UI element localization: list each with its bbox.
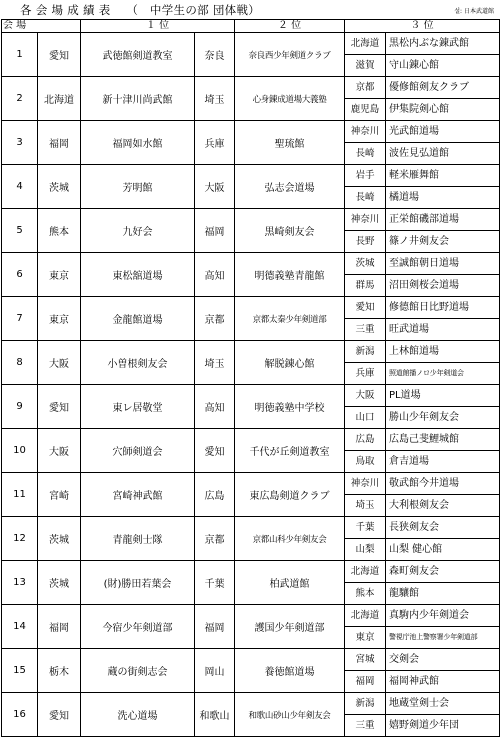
third-prefecture: 岩手 bbox=[345, 165, 386, 186]
venue-number: 7 bbox=[2, 297, 38, 341]
third-prefecture: 茨城 bbox=[345, 253, 386, 274]
third-prefecture: 三重 bbox=[345, 715, 386, 736]
third-place-entry bbox=[345, 605, 499, 627]
third-place-cell bbox=[345, 209, 500, 253]
third-place-entry bbox=[345, 583, 499, 604]
second-team: 京都太秦少年剣道部 bbox=[235, 297, 345, 341]
second-prefecture: 奈良 bbox=[195, 33, 235, 77]
third-place-entry bbox=[345, 55, 499, 76]
second-prefecture: 千葉 bbox=[195, 561, 235, 605]
third-team: 地蔵堂剣士会 bbox=[389, 698, 449, 709]
third-team: 倉吉道場 bbox=[389, 456, 429, 467]
third-team: 伊集院剣心館 bbox=[389, 104, 449, 115]
third-prefecture: 新潟 bbox=[345, 693, 386, 714]
first-team: 蔵の街剣志会 bbox=[81, 649, 195, 693]
third-place-entry bbox=[345, 143, 499, 164]
third-place-entry bbox=[345, 539, 499, 560]
third-prefecture: 長野 bbox=[345, 231, 386, 252]
venue-number: 8 bbox=[2, 341, 38, 385]
second-team: 心身錬成道場大義塾 bbox=[235, 77, 345, 121]
third-team: 波佐見弘道館 bbox=[389, 148, 449, 159]
third-place-cell bbox=[345, 253, 500, 297]
third-team: PL道場 bbox=[389, 390, 421, 401]
second-prefecture: 京都 bbox=[195, 517, 235, 561]
third-team: 沼田剣桜会道場 bbox=[389, 280, 459, 291]
third-prefecture: 熊本 bbox=[345, 583, 386, 604]
third-place-entry bbox=[345, 231, 499, 252]
third-team: 至誠館朝日道場 bbox=[389, 258, 459, 269]
first-team: 小曽根剣友会 bbox=[81, 341, 195, 385]
third-place-cell bbox=[345, 121, 500, 165]
third-place-entry bbox=[345, 561, 499, 583]
table-row bbox=[2, 561, 500, 605]
third-prefecture: 山梨 bbox=[345, 539, 386, 560]
third-place-cell bbox=[345, 517, 500, 561]
third-team: 嬉野剣道少年団 bbox=[389, 720, 459, 731]
header-first: １ 位 bbox=[81, 20, 235, 33]
third-place-entry bbox=[345, 715, 499, 736]
third-team: 旺武道場 bbox=[389, 324, 429, 335]
first-prefecture: 北海道 bbox=[38, 77, 81, 121]
third-place-entry bbox=[345, 209, 499, 231]
table-row bbox=[2, 121, 500, 165]
second-team: 明徳義塾中学校 bbox=[235, 385, 345, 429]
table-row bbox=[2, 385, 500, 429]
third-place-entry bbox=[345, 319, 499, 340]
third-place-entry bbox=[345, 275, 499, 296]
third-place-cell bbox=[345, 605, 500, 649]
second-team: 柏武道館 bbox=[235, 561, 345, 605]
third-prefecture: 三重 bbox=[345, 319, 386, 340]
venue-number: 2 bbox=[2, 77, 38, 121]
third-place-cell bbox=[345, 385, 500, 429]
third-prefecture: 神奈川 bbox=[345, 209, 386, 230]
third-prefecture: 長崎 bbox=[345, 187, 386, 208]
third-place-entry bbox=[345, 33, 499, 55]
first-team: 東松舘道場 bbox=[81, 253, 195, 297]
third-prefecture: 山口 bbox=[345, 407, 386, 428]
second-prefecture: 大阪 bbox=[195, 165, 235, 209]
third-prefecture: 兵庫 bbox=[345, 363, 386, 384]
second-prefecture: 福岡 bbox=[195, 209, 235, 253]
table-row bbox=[2, 341, 500, 385]
venue-number: 10 bbox=[2, 429, 38, 473]
second-prefecture: 岡山 bbox=[195, 649, 235, 693]
third-place-cell bbox=[345, 33, 500, 77]
third-prefecture: 北海道 bbox=[345, 605, 386, 626]
venue-number: 15 bbox=[2, 649, 38, 693]
third-prefecture: 鹿児島 bbox=[345, 99, 386, 120]
third-place-cell bbox=[345, 77, 500, 121]
third-place-cell bbox=[345, 429, 500, 473]
third-prefecture: 北海道 bbox=[345, 561, 386, 582]
third-prefecture: 埼玉 bbox=[345, 495, 386, 516]
third-team: 長狭剣友会 bbox=[389, 522, 439, 533]
first-prefecture: 栃木 bbox=[38, 649, 81, 693]
second-team: 京都山科少年剣友会 bbox=[235, 517, 345, 561]
third-place-cell bbox=[345, 341, 500, 385]
venue-number: 9 bbox=[2, 385, 38, 429]
third-prefecture: 群馬 bbox=[345, 275, 386, 296]
third-prefecture: 神奈川 bbox=[345, 473, 386, 494]
second-prefecture: 埼玉 bbox=[195, 341, 235, 385]
third-team: 真駒内少年剣道会 bbox=[389, 610, 469, 621]
third-team: 橘道場 bbox=[389, 192, 419, 203]
first-prefecture: 愛知 bbox=[38, 33, 81, 77]
first-prefecture: 茨城 bbox=[38, 561, 81, 605]
third-place-entry bbox=[345, 627, 499, 648]
table-row bbox=[2, 649, 500, 693]
third-prefecture: 鳥取 bbox=[345, 451, 386, 472]
header-third: ３ 位 bbox=[345, 20, 500, 33]
second-team: 解脱錬心館 bbox=[235, 341, 345, 385]
third-place-entry bbox=[345, 517, 499, 539]
second-prefecture: 高知 bbox=[195, 385, 235, 429]
second-prefecture: 埼玉 bbox=[195, 77, 235, 121]
third-team: 上林館道場 bbox=[389, 346, 439, 357]
first-prefecture: 大阪 bbox=[38, 341, 81, 385]
results-body bbox=[2, 33, 500, 737]
table-row bbox=[2, 253, 500, 297]
third-place-entry bbox=[345, 99, 499, 120]
third-prefecture: 神奈川 bbox=[345, 121, 386, 142]
venue-number: 16 bbox=[2, 693, 38, 737]
second-team: 和歌山砂山少年剣友会 bbox=[235, 693, 345, 737]
first-team: 芳明館 bbox=[81, 165, 195, 209]
first-team: 新十津川尚武館 bbox=[81, 77, 195, 121]
table-row bbox=[2, 77, 500, 121]
first-team: 青龍剣士隊 bbox=[81, 517, 195, 561]
third-place-entry bbox=[345, 121, 499, 143]
third-prefecture: 京都 bbox=[345, 77, 386, 98]
header-second: ２ 位 bbox=[235, 20, 345, 33]
third-prefecture: 大阪 bbox=[345, 385, 386, 406]
venue-number: 4 bbox=[2, 165, 38, 209]
third-place-entry bbox=[345, 297, 499, 319]
third-prefecture: 新潟 bbox=[345, 341, 386, 362]
second-team: 東広島剣道クラブ bbox=[235, 473, 345, 517]
venue-number: 11 bbox=[2, 473, 38, 517]
third-team: 黒松内ぶな錬武館 bbox=[389, 38, 469, 49]
table-row bbox=[2, 33, 500, 77]
third-place-entry bbox=[345, 495, 499, 516]
table-row bbox=[2, 693, 500, 737]
venue-number: 13 bbox=[2, 561, 38, 605]
third-team: 軽米雁舞館 bbox=[389, 170, 439, 181]
third-team: 勝山少年剣友会 bbox=[389, 412, 459, 423]
third-team: 龍驤館 bbox=[389, 588, 419, 599]
third-prefecture: 北海道 bbox=[345, 33, 386, 54]
first-team: 穴師剣道会 bbox=[81, 429, 195, 473]
second-team: 養徳館道場 bbox=[235, 649, 345, 693]
source-note: 설: 日本武道館 bbox=[454, 8, 494, 15]
third-team: 篠ノ井剣友会 bbox=[389, 236, 449, 247]
third-place-entry bbox=[345, 187, 499, 208]
second-team: 黒崎剣友会 bbox=[235, 209, 345, 253]
third-team: 光武館道場 bbox=[389, 126, 439, 137]
second-team: 聖琉館 bbox=[235, 121, 345, 165]
header-row bbox=[2, 20, 500, 33]
third-team: 優修館剣友クラブ bbox=[389, 82, 469, 93]
third-prefecture: 福岡 bbox=[345, 671, 386, 692]
third-place-cell bbox=[345, 561, 500, 605]
title-row bbox=[0, 0, 500, 20]
third-team: 修德館日比野道場 bbox=[389, 302, 469, 313]
third-place-entry bbox=[345, 671, 499, 692]
venue-number: 3 bbox=[2, 121, 38, 165]
first-team: 九好会 bbox=[81, 209, 195, 253]
third-team: 福岡神武館 bbox=[389, 676, 439, 687]
second-team: 護国少年剣道部 bbox=[235, 605, 345, 649]
page-title: 各 会 場 成 績 表 （ 中学生の部 団体戦） bbox=[20, 3, 261, 17]
table-row bbox=[2, 517, 500, 561]
third-place-entry bbox=[345, 407, 499, 428]
third-team: 山梨 健心館 bbox=[389, 544, 443, 555]
third-place-cell bbox=[345, 693, 500, 737]
third-team: 大利根剣友会 bbox=[389, 500, 449, 511]
third-place-entry bbox=[345, 341, 499, 363]
second-prefecture: 京都 bbox=[195, 297, 235, 341]
table-row bbox=[2, 209, 500, 253]
first-prefecture: 熊本 bbox=[38, 209, 81, 253]
third-place-entry bbox=[345, 363, 499, 384]
venue-number: 14 bbox=[2, 605, 38, 649]
first-prefecture: 東京 bbox=[38, 297, 81, 341]
venue-number: 12 bbox=[2, 517, 38, 561]
header-kaijo: 会 場 bbox=[2, 20, 38, 33]
third-prefecture: 千葉 bbox=[345, 517, 386, 538]
first-prefecture: 福岡 bbox=[38, 605, 81, 649]
table-row bbox=[2, 473, 500, 517]
first-prefecture: 宮崎 bbox=[38, 473, 81, 517]
second-prefecture: 愛知 bbox=[195, 429, 235, 473]
second-prefecture: 和歌山 bbox=[195, 693, 235, 737]
second-prefecture: 高知 bbox=[195, 253, 235, 297]
table-row bbox=[2, 297, 500, 341]
first-team: 洗心道場 bbox=[81, 693, 195, 737]
third-place-cell bbox=[345, 473, 500, 517]
first-prefecture: 愛知 bbox=[38, 385, 81, 429]
first-team: 武徳館剣道教室 bbox=[81, 33, 195, 77]
header-blank bbox=[38, 20, 81, 33]
third-prefecture: 長崎 bbox=[345, 143, 386, 164]
first-team: 東レ居敬堂 bbox=[81, 385, 195, 429]
third-team: 正栄館磯部道場 bbox=[389, 214, 459, 225]
results-table bbox=[1, 19, 500, 737]
third-place-entry bbox=[345, 693, 499, 715]
third-team: 広島己斐鯉城館 bbox=[389, 434, 459, 445]
third-place-cell bbox=[345, 297, 500, 341]
table-row bbox=[2, 429, 500, 473]
venue-number: 1 bbox=[2, 33, 38, 77]
second-team: 弘志会道場 bbox=[235, 165, 345, 209]
first-prefecture: 茨城 bbox=[38, 165, 81, 209]
third-place-cell bbox=[345, 649, 500, 693]
second-prefecture: 福岡 bbox=[195, 605, 235, 649]
first-team: 福岡如水館 bbox=[81, 121, 195, 165]
table-row bbox=[2, 605, 500, 649]
third-place-entry bbox=[345, 385, 499, 407]
third-prefecture: 愛知 bbox=[345, 297, 386, 318]
third-place-entry bbox=[345, 429, 499, 451]
first-prefecture: 愛知 bbox=[38, 693, 81, 737]
second-team: 奈良西少年剣道クラブ bbox=[235, 33, 345, 77]
table-row bbox=[2, 165, 500, 209]
third-team: 守山錬心館 bbox=[389, 60, 439, 71]
third-team: 照道館播ノロ少年剣道会 bbox=[389, 369, 464, 377]
third-place-cell bbox=[345, 165, 500, 209]
second-prefecture: 広島 bbox=[195, 473, 235, 517]
first-team: (財)勝田若葉会 bbox=[81, 561, 195, 605]
first-prefecture: 東京 bbox=[38, 253, 81, 297]
second-team: 千代が丘剣道教室 bbox=[235, 429, 345, 473]
third-place-entry bbox=[345, 649, 499, 671]
third-prefecture: 滋賀 bbox=[345, 55, 386, 76]
third-place-entry bbox=[345, 253, 499, 275]
venue-number: 6 bbox=[2, 253, 38, 297]
third-prefecture: 広島 bbox=[345, 429, 386, 450]
third-place-entry bbox=[345, 77, 499, 99]
first-prefecture: 茨城 bbox=[38, 517, 81, 561]
first-team: 金龍館道場 bbox=[81, 297, 195, 341]
first-team: 宮崎神武館 bbox=[81, 473, 195, 517]
first-prefecture: 大阪 bbox=[38, 429, 81, 473]
third-place-entry bbox=[345, 451, 499, 472]
second-team: 明德義塾青龍館 bbox=[235, 253, 345, 297]
third-place-entry bbox=[345, 165, 499, 187]
third-team: 交剣会 bbox=[389, 654, 419, 665]
third-prefecture: 東京 bbox=[345, 627, 386, 648]
third-place-entry bbox=[345, 473, 499, 495]
third-prefecture: 宮城 bbox=[345, 649, 386, 670]
third-team: 森町剣友会 bbox=[389, 566, 439, 577]
first-prefecture: 福岡 bbox=[38, 121, 81, 165]
first-team: 今宿少年剣道部 bbox=[81, 605, 195, 649]
third-team: 敬武館今井道場 bbox=[389, 478, 459, 489]
venue-number: 5 bbox=[2, 209, 38, 253]
third-team: 警視庁池上警察署少年剣道部 bbox=[389, 633, 478, 641]
second-prefecture: 兵庫 bbox=[195, 121, 235, 165]
